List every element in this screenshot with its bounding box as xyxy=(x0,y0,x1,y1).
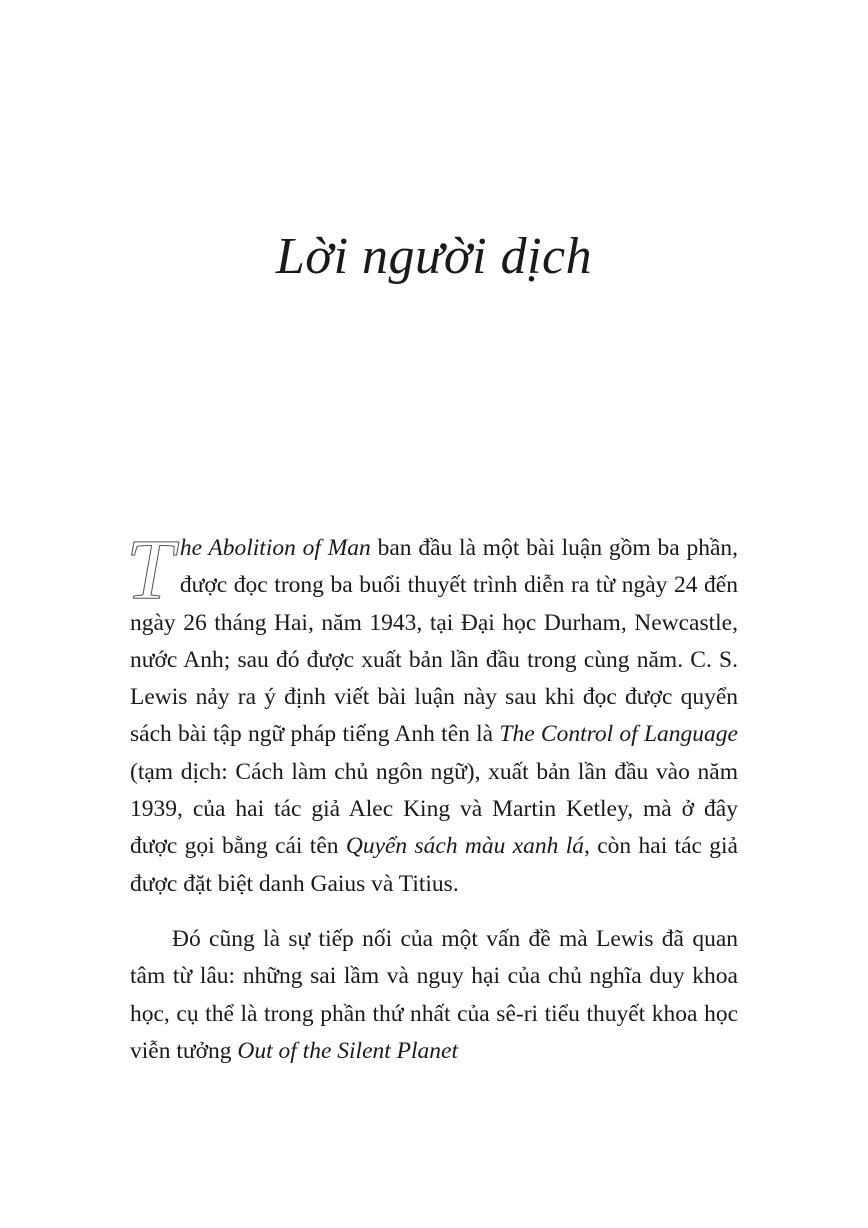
body-text xyxy=(126,521,738,1070)
drop-cap: T xyxy=(126,521,174,617)
paragraph-1-text-c: (tạm dịch: Cách làm chủ ngôn ngữ), xuất bản lần đầu vào năm 1939, của hai tác giả Alec King và Martin Ketley, mà ở đây được gọi bằng cái tên xyxy=(130,758,738,860)
green-book-title: Quyển sách màu xanh lá xyxy=(345,833,585,860)
paragraph-1 xyxy=(126,521,738,903)
book-title-italic: he Abolition of Man xyxy=(179,535,371,561)
paragraph-2 xyxy=(130,921,738,1070)
paragraph-1-text-a: ban đầu là một bài luận gồm ba phần, được đọc trong ba buổi thuyết trình diễn ra từ ngày 24 đến ngày 26 tháng Hai, năm 1943, tại Đại học Durham, Newcastle, nước Anh; sau đó được xuất bản lần đầu trong cùng năm. C. S. Lewis nảy ra ý định viết bài luận này sau khi đọc được quyển sách bài tập ngữ pháp tiếng Anh tên là xyxy=(130,535,738,748)
paragraph-1-text-e: , còn hai tác giả được đặt biệt danh Gaius và Titius. xyxy=(130,833,738,897)
control-of-language-title: The Control of Language xyxy=(499,721,738,748)
chapter-title: Lời người dịch xyxy=(275,228,593,285)
silent-planet-title: Out of the Silent Planet xyxy=(237,1037,459,1064)
paragraph-2-text-a: Đó cũng là sự tiếp nối của một vấn đề mà Lewis đã quan tâm từ lâu: những sai lầm và nguy hại của chủ nghĩa duy khoa học, cụ thể là trong phần thứ nhất của sê-ri tiểu thuyết khoa học viễn tưởng xyxy=(130,925,738,1064)
